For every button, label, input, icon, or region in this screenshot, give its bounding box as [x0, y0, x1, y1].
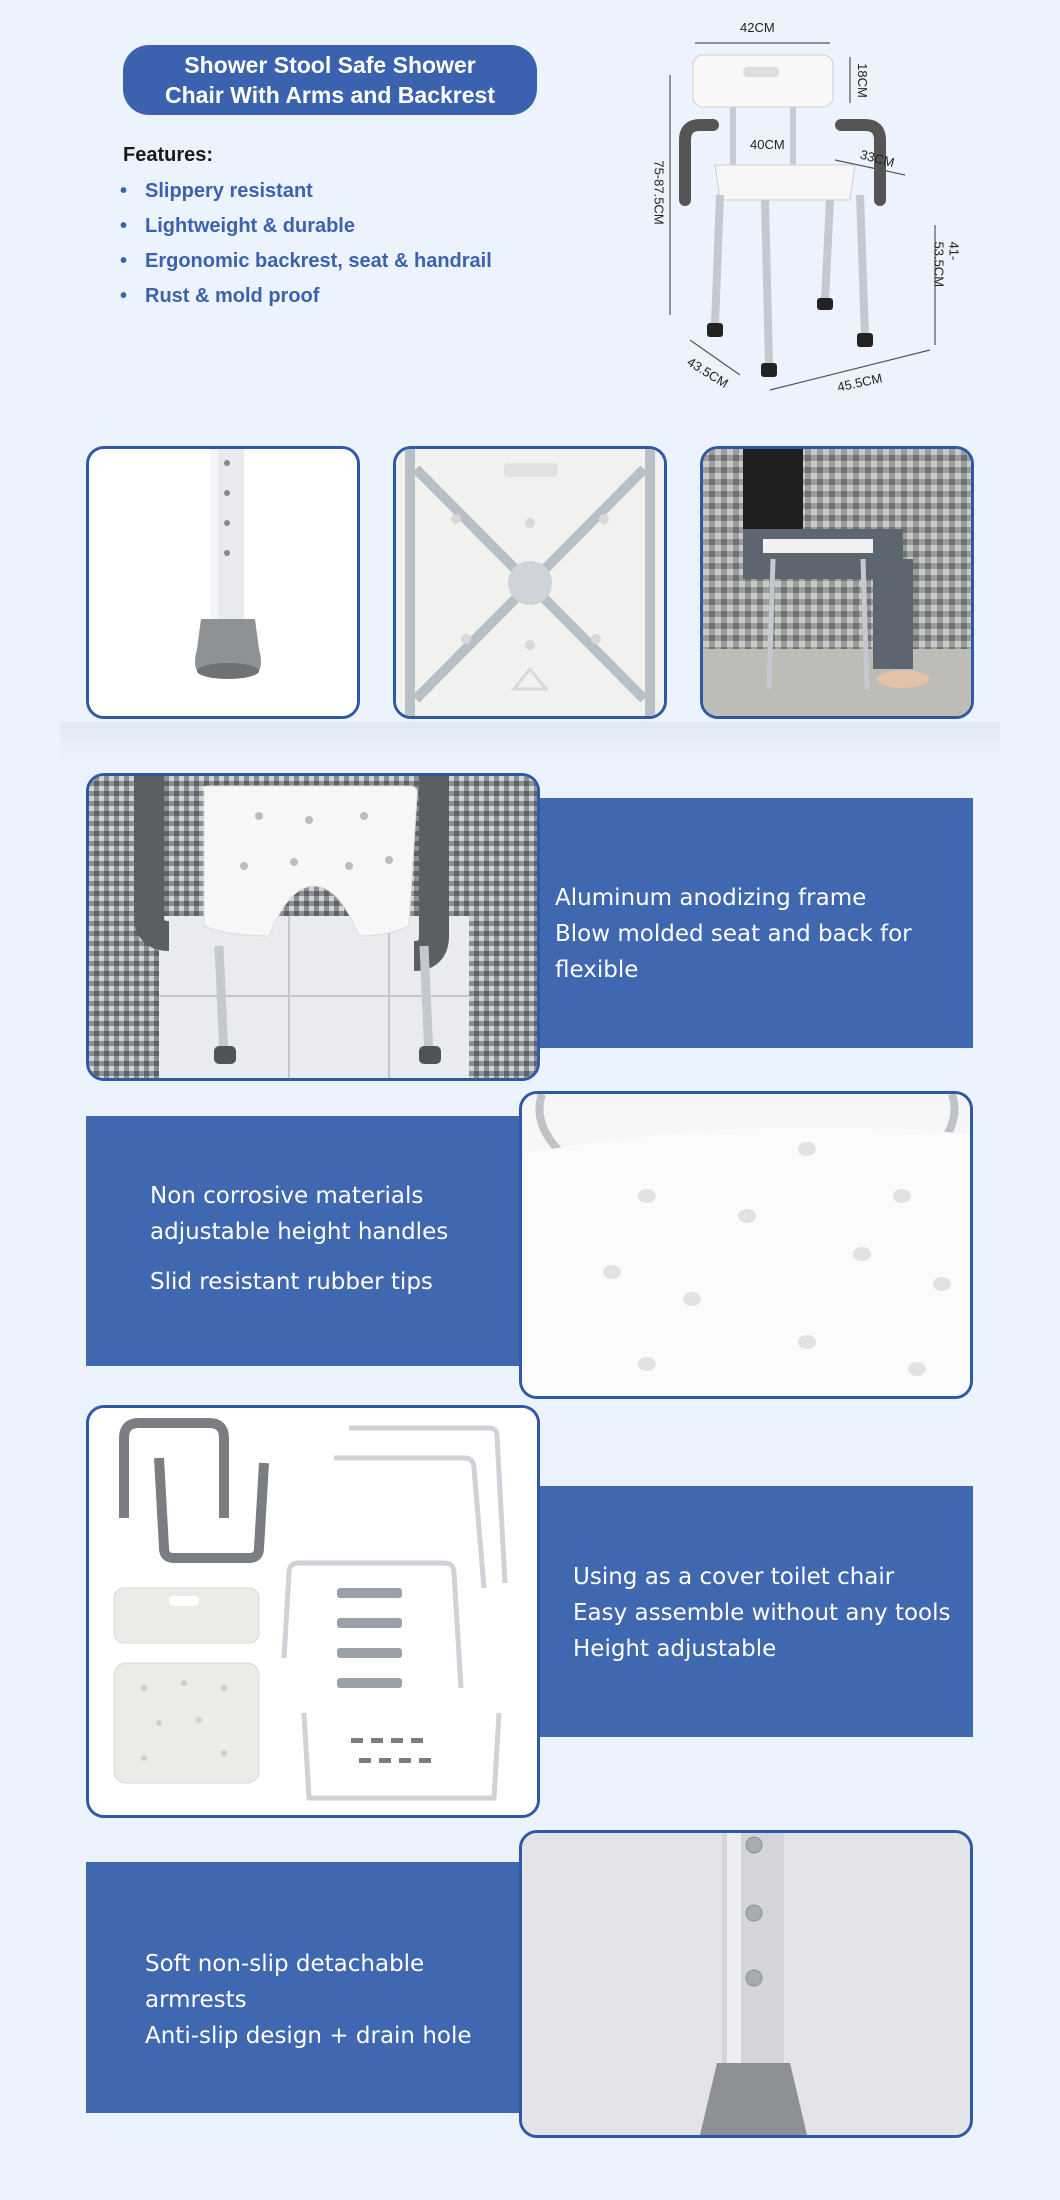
title-line-1: Shower Stool Safe Shower — [184, 52, 476, 78]
product-title — [123, 45, 537, 115]
feature-panel-armrests — [86, 1862, 520, 2113]
leg-tip-image — [89, 449, 357, 716]
feature-line: Using as a cover toilet chair — [573, 1564, 895, 1590]
feature-item: • Rust & mold proof — [120, 279, 492, 314]
seat-underside-photo — [393, 446, 667, 719]
dim-total-height: 75-87.5CM — [651, 160, 667, 225]
chair-dimension-diagram — [635, 15, 975, 405]
feature-line: Soft non-slip detachable armrests — [145, 1951, 425, 2013]
feature-line: Anti-slip design + drain hole — [145, 2023, 472, 2049]
parts-kit-photo — [86, 1405, 540, 1818]
seat-top-photo — [86, 773, 540, 1081]
seat-underside-image — [396, 449, 664, 716]
feature-item: • Lightweight & durable — [120, 209, 492, 244]
leg-tip-photo — [86, 446, 360, 719]
dim-seat-width: 40CM — [750, 137, 785, 152]
feature-line: adjustable height handles — [150, 1219, 449, 1245]
feature-panel-assembly — [540, 1486, 973, 1737]
title-line-2: Chair With Arms and Backrest — [165, 82, 495, 108]
parts-kit-image — [89, 1408, 537, 1815]
features-list — [120, 174, 492, 314]
dim-base-depth: 43.5CM — [684, 354, 732, 391]
feature-line: Slid resistant rubber tips — [150, 1269, 433, 1295]
feature-line: Height adjustable — [573, 1636, 777, 1662]
seat-top-image — [89, 776, 537, 1078]
feature-item: • Slippery resistant — [120, 174, 492, 209]
feature-line: Easy assemble without any tools — [573, 1600, 951, 1626]
photo-row-shadow — [60, 722, 1000, 762]
feature-line: Blow molded seat and back for flexible — [555, 921, 912, 983]
seat-closeup-image — [522, 1094, 970, 1396]
features-heading: Features: — [123, 144, 214, 166]
feature-panel-frame — [540, 798, 973, 1048]
dim-seat-depth: 33CM — [858, 146, 897, 171]
dim-back-width: 42CM — [740, 20, 775, 35]
leg-adjust-image — [522, 1833, 970, 2135]
feature-line: Aluminum anodizing frame — [555, 885, 867, 911]
feature-line: Non corrosive materials — [150, 1183, 424, 1209]
dim-seat-height: 41-53.5CM — [931, 241, 962, 288]
dim-base-width: 45.5CM — [835, 370, 884, 395]
leg-adjust-photo — [519, 1830, 973, 2138]
chair-in-use-photo — [700, 446, 974, 719]
feature-panel-materials — [86, 1116, 520, 1366]
chair-in-use-image — [703, 449, 971, 716]
chair-illustration — [635, 15, 975, 405]
feature-item: • Ergonomic backrest, seat & handrail — [120, 244, 492, 279]
dim-back-height: 18CM — [854, 63, 870, 98]
seat-closeup-photo — [519, 1091, 973, 1399]
